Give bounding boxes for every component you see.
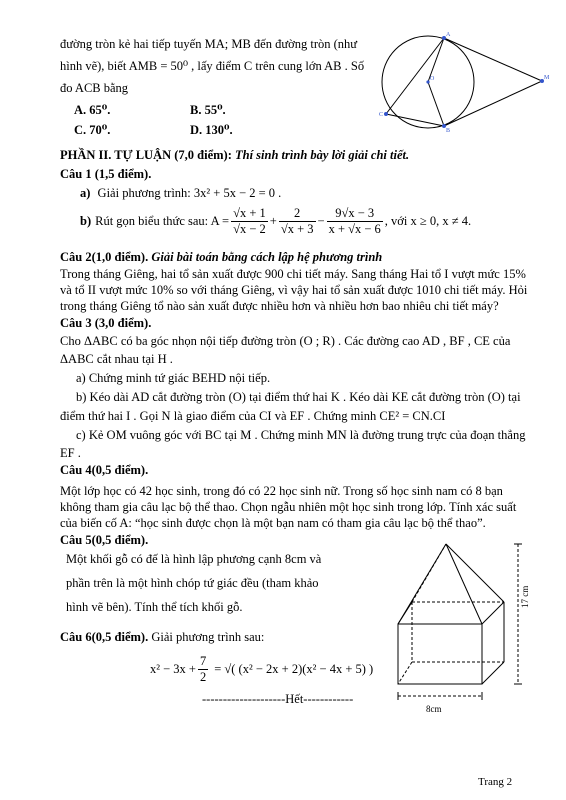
c3-part-a: a) Chứng minh tứ giác BEHD nội tiếp. xyxy=(76,371,271,385)
c4-line2: không tham gia câu lạc bộ thể thao. Chọn ngẫu nhiên một học sinh trong lớp. Tính xác suất xyxy=(60,500,517,514)
f1-den: √x − 2 xyxy=(233,222,266,236)
fraction-2 xyxy=(279,206,316,237)
base-label: 8cm xyxy=(426,704,442,714)
part2-instruction: Thí sinh trình bày lời giải chi tiết. xyxy=(231,148,410,162)
c5-title: Câu 5(0,5 điểm). xyxy=(60,533,149,547)
option-a: A. 65⁰. xyxy=(74,103,111,117)
c2-line3: trong tháng Giêng tổ nào sản xuất được nhiều hơn và nhiều hơn bao nhiêu chi tiết máy? xyxy=(60,299,499,313)
c5-line3: hình vẽ bên). Tính thể tích khối gỗ. xyxy=(66,600,243,614)
c3-part-c-line2: EF . xyxy=(60,446,81,460)
c6-equation xyxy=(150,654,373,685)
f1-num: √x + 1 xyxy=(233,206,266,220)
c2-line1: Trong tháng Giêng, hai tổ sản xuất được 900 chi tiết máy. Sang tháng Hai tổ I vượt mức 15% xyxy=(60,267,526,281)
c1-a-label: a) xyxy=(80,186,91,200)
c1-b-text: Rút gọn biểu thức sau: A = xyxy=(95,214,230,228)
c2-title-row xyxy=(60,250,382,265)
c3-title: Câu 3 (3,0 điểm). xyxy=(60,316,152,330)
option-c: C. 70⁰. xyxy=(74,123,111,137)
c6-frac-den: 2 xyxy=(199,670,207,684)
c6-rhs: = √( (x² − 2x + 2)(x² − 4x + 5) ) xyxy=(214,662,374,676)
c4-line1: Một lớp học có 42 học sinh, trong đó có 22 học sinh nữ. Trong số học sinh nam có 8 bạn xyxy=(60,484,503,498)
c6-lhs: x² − 3x + xyxy=(150,662,196,676)
height-label: 17 cm xyxy=(520,585,530,608)
c1-title: Câu 1 (1,5 điểm). xyxy=(60,167,152,181)
c3-part-c-line1: c) Kẻ OM vuông góc với BC tại M . Chứng minh MN là đường trung trực của đoạn thẳng xyxy=(76,428,526,442)
f3-num: 9√x − 3 xyxy=(327,206,383,222)
label-o: O xyxy=(430,76,435,82)
c1-b-row xyxy=(80,206,471,237)
label-b: B xyxy=(446,128,451,134)
c3-part-b-line2: điểm thứ hai I . Gọi N là giao điểm của CI và EF . Chứng minh CE² = CN.CI xyxy=(60,409,446,423)
option-b: B. 55⁰. xyxy=(190,103,226,117)
c4-line3: của biến cố A: “học sinh được chọn là một bạn nam có tham gia câu lạc bộ thể thao”. xyxy=(60,516,486,530)
f3-den: x + √x − 6 xyxy=(328,222,381,236)
c1-b-tail: , với x ≥ 0, x ≠ 4. xyxy=(384,214,472,228)
label-c: C xyxy=(379,112,384,118)
c2-subtitle: Giải bài toán bằng cách lập hệ phương trình xyxy=(148,250,383,264)
c1-a-row xyxy=(80,186,281,201)
end-marker: --------------------Hết------------ xyxy=(202,692,354,706)
c5-line2: phần trên là một hình chóp tứ giác đều (tham khảo xyxy=(66,576,319,590)
c3-line1: Cho ΔABC có ba góc nhọn nội tiếp đường tròn (O ; R) . Các đường cao AD , BF , CE của xyxy=(60,334,511,348)
c3-line2: ΔABC cắt nhau tại H . xyxy=(60,352,173,366)
c6-title-row xyxy=(60,630,264,645)
wooden-block-figure xyxy=(384,538,534,716)
c2-line2: và tổ II vượt mức 10% so với tháng Giêng, vì vậy hai tổ sản xuất được 1010 chi tiết máy. Hỏi xyxy=(60,283,528,297)
part2-heading: PHẦN II. TỰ LUẬN (7,0 điểm): xyxy=(60,148,232,162)
c6-fraction xyxy=(198,654,208,685)
fraction-1 xyxy=(231,206,268,237)
c1-a-text: Giải phương trình: 3x² + 5x − 2 = 0 . xyxy=(97,186,282,200)
q-top-line1: đường tròn kẻ hai tiếp tuyến MA; MB đến đường tròn (như xyxy=(60,37,358,51)
part2-heading-row xyxy=(60,148,409,163)
c1-b-label: b) xyxy=(80,214,92,228)
f2-num: 2 xyxy=(279,206,316,222)
c4-title: Câu 4(0,5 điểm). xyxy=(60,463,149,477)
fraction-3 xyxy=(327,206,383,237)
label-a: A xyxy=(446,32,451,38)
c3-part-b-line1: b) Kéo dài AD cắt đường tròn (O) tại điểm thứ hai K . Kéo dài KE cắt đường tròn (O) tại xyxy=(76,390,521,404)
page-number: Trang 2 xyxy=(478,776,513,788)
c6-text: Giải phương trình sau: xyxy=(148,630,265,644)
label-m: M xyxy=(544,75,550,81)
q-top-line3: đo ACB bằng xyxy=(60,81,129,95)
c6-title: Câu 6(0,5 điểm). xyxy=(60,630,149,644)
circle-tangent-figure xyxy=(376,26,556,138)
plus-sign: + xyxy=(269,214,277,228)
q-top-line2: hình vẽ), biết AMB = 50⁰ , lấy điểm C trên cung lớn AB . Số xyxy=(60,59,365,73)
f2-den: √x + 3 xyxy=(280,222,314,236)
c6-frac-num: 7 xyxy=(199,654,207,668)
c2-title: Câu 2(1,0 điểm). xyxy=(60,250,149,264)
c5-line1: Một khối gỗ có đế là hình lập phương cạnh 8cm và xyxy=(66,552,322,566)
minus-sign: − xyxy=(317,214,325,228)
option-d: D. 130⁰. xyxy=(190,123,233,137)
